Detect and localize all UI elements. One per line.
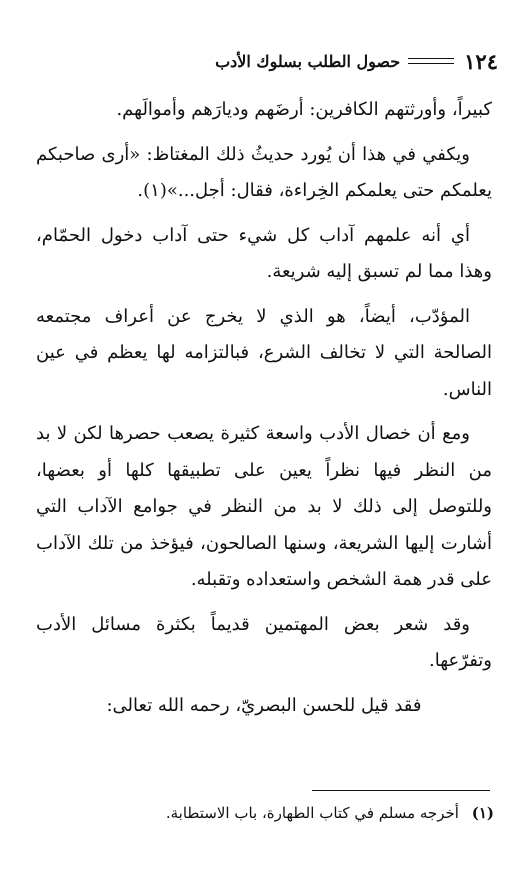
paragraph-6: وقد شعر بعض المهتمين قديماً بكثرة مسائل الأدب وتفرّعها. (36, 613, 492, 671)
paragraph-1: كبيراً، وأورثتهم الكافرين: أرضَهم وديارَهم وأموالَهم. (116, 99, 492, 120)
page-header (30, 46, 498, 76)
footnote-text: أخرجه مسلم في كتاب الطهارة، باب الاستطابة. (165, 804, 459, 822)
paragraph-3: أي أنه علمهم آداب كل شيء حتى آداب دخول الحمّام، وهذا مما لم تسبق إليه شريعة. (36, 224, 492, 282)
paragraph-2: ويكفي في هذا أن يُورد حديثُ ذلك المغتاظ: «أرى صاحبكم يعلمكم حتى يعلمكم الخِراءة، فقال: أجل...»(١). (36, 143, 492, 201)
page-number: ١٢٤ (464, 48, 498, 74)
paragraph-4: المؤدّب، أيضاً، هو الذي لا يخرج عن أعراف مجتمعه الصالحة التي لا تخالف الشرع، فبالتزامه لها يعظم في عين الناس. (36, 305, 492, 400)
main-text (36, 92, 492, 732)
footnote-marker: (١) (471, 804, 494, 822)
footnote-separator (312, 790, 490, 791)
paragraph-7: فقد قيل للحسن البصريّ، رحمه الله تعالى: (106, 694, 422, 716)
paragraph-5: ومع أن خصال الأدب واسعة كثيرة يصعب حصرها لكن لا بد من النظر فيها نظراً يعين على تطبيقها كلها أو بعضها، وللتوصل إلى ذلك لا بد من النظر في جوامع الآداب التي أشارت إليها الشريعة، وسنها الصالحون، فيؤخذ من تلك الآداب على قدر همة الشخص واستعداده وتقبله. (36, 423, 492, 590)
running-title: حصول الطلب بسلوك الأدب (215, 51, 401, 71)
header-double-rule (408, 58, 454, 64)
footnote (36, 800, 494, 826)
